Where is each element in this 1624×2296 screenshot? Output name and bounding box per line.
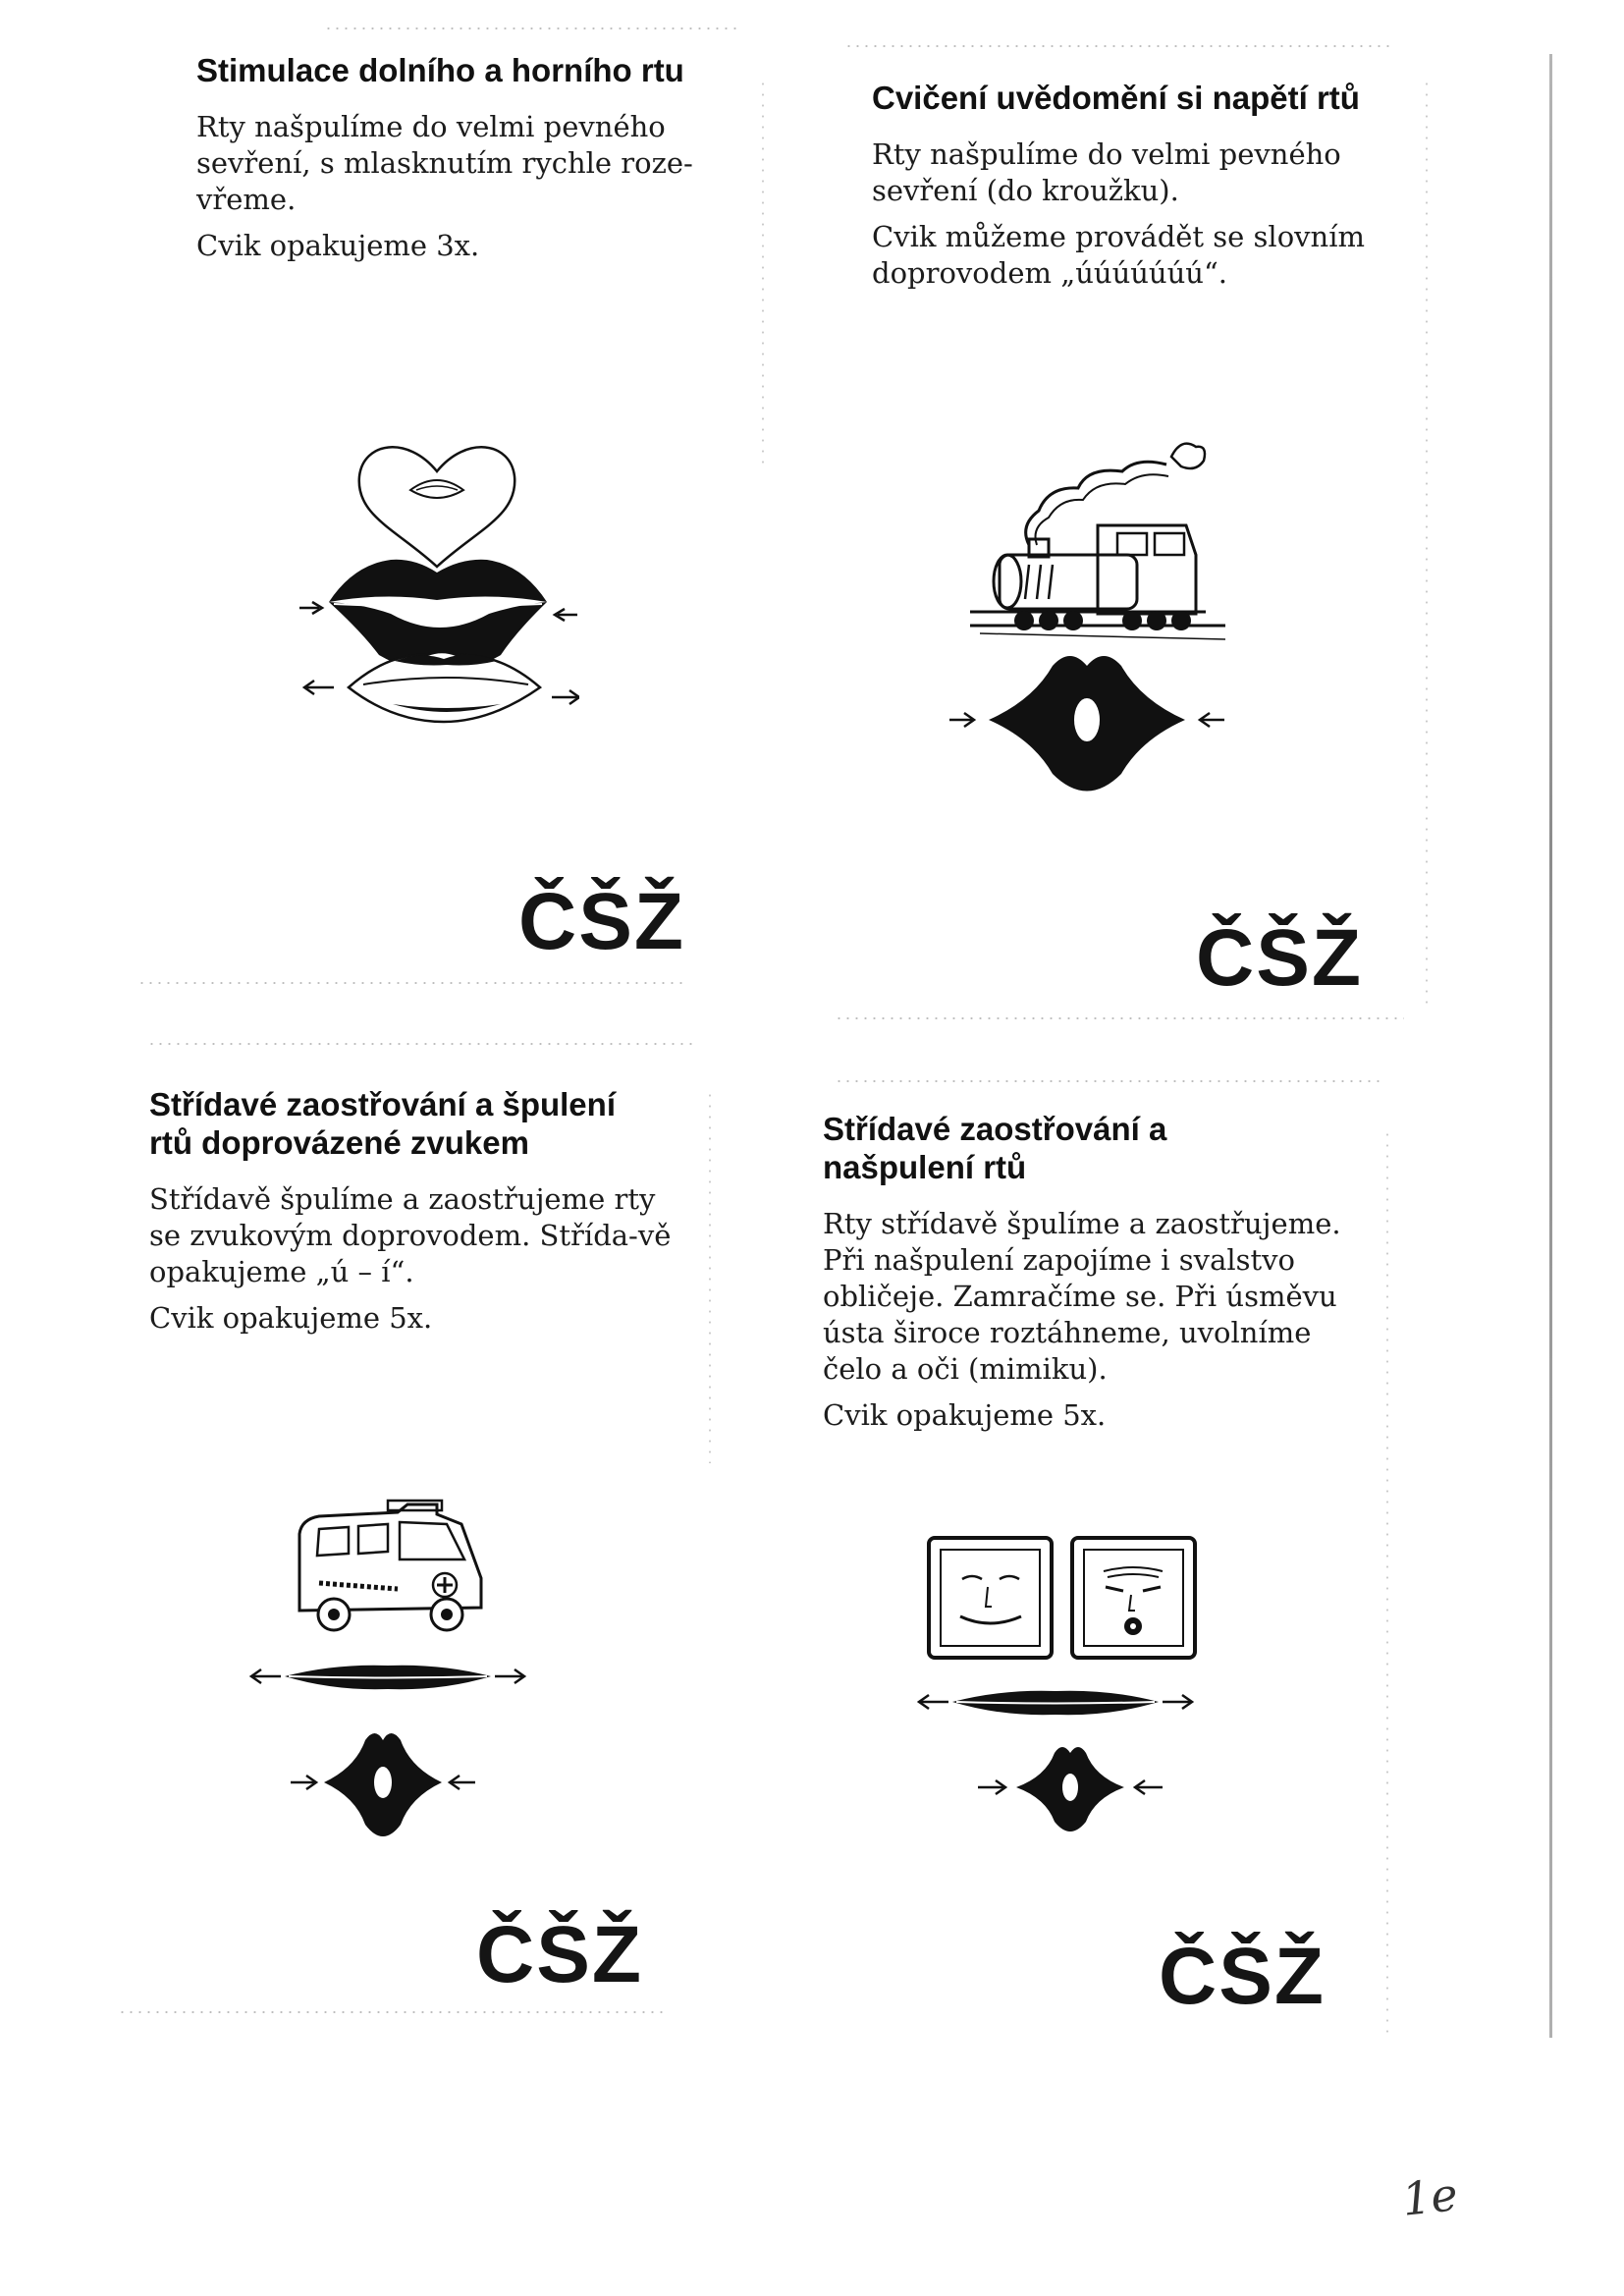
- brand-logo: ČŠŽ: [1196, 913, 1363, 1003]
- exercise-card-alternating-sound: [149, 1085, 738, 1337]
- brand-logo: ČŠŽ: [518, 877, 685, 966]
- exercise-card-lip-tension: [872, 79, 1461, 292]
- cut-line-middle-left-2: [147, 1043, 697, 1045]
- pursed-lips-icon: [285, 1719, 481, 1846]
- heart-lips-icon: [295, 417, 579, 732]
- card-title: Střídavé zaostřování a špulení rtů doprovázené zvukem: [149, 1086, 616, 1161]
- brand-logo: ČŠŽ: [1159, 1932, 1326, 2021]
- framed-faces-icon: [923, 1532, 1203, 1665]
- cut-line-middle-right-2: [835, 1080, 1384, 1082]
- card-instructions: Rty střídavě špulíme a zaostřujeme. Při našpulení zapojíme i svalstvo obličeje. Zamračíme se. Při úsměvu ústa široce roztáhneme, uvolníme čelo a oči (mimiku).: [823, 1207, 1341, 1386]
- card-repeat-count: Cvik opakujeme 3x.: [196, 229, 480, 262]
- brand-logo: ČŠŽ: [476, 1910, 643, 1999]
- card-instructions: Střídavě špulíme a zaostřujeme rty se zvukovým doprovodem. Střída-vě opakujeme „ú – í“.: [149, 1182, 672, 1288]
- train-icon: [950, 417, 1245, 643]
- card-instructions: Rty našpulíme do velmi pevného sevření (do kroužku).: [872, 137, 1341, 207]
- scan-edge-line: [1549, 54, 1552, 2038]
- cut-line-top: [324, 27, 736, 29]
- card-title: Střídavé zaostřování a našpulení rtů: [823, 1111, 1167, 1185]
- card-instructions: Rty našpulíme do velmi pevného sevření, s mlasknutím rychle roze-vřeme.: [196, 110, 693, 216]
- card-repeat-count: Cvik opakujeme 5x.: [823, 1398, 1107, 1432]
- cut-line-middle-right: [835, 1017, 1404, 1019]
- card-title: Stimulace dolního a horního rtu: [196, 52, 684, 88]
- wide-lips-icon: [913, 1677, 1198, 1726]
- card-repeat-count: Cvik můžeme provádět se slovním doprovodem „úúúúúúú“.: [872, 220, 1366, 290]
- ambulance-icon: [290, 1495, 486, 1642]
- exercise-card-lip-stimulation: [196, 51, 785, 264]
- cut-line-middle-left: [137, 982, 687, 984]
- pursed-lips-icon: [972, 1733, 1168, 1841]
- exercise-card-alternating-pursing: [823, 1110, 1412, 1434]
- wide-lips-icon: [245, 1652, 530, 1701]
- card-repeat-count: Cvik opakujeme 5x.: [149, 1301, 433, 1335]
- cut-line-top-right: [844, 45, 1394, 47]
- card-title: Cvičení uvědomění si napětí rtů: [872, 80, 1360, 116]
- handwritten-page-number: 1e: [1399, 2167, 1461, 2226]
- pursed-lips-icon: [945, 636, 1229, 803]
- cut-line-bottom-left: [118, 2011, 668, 2013]
